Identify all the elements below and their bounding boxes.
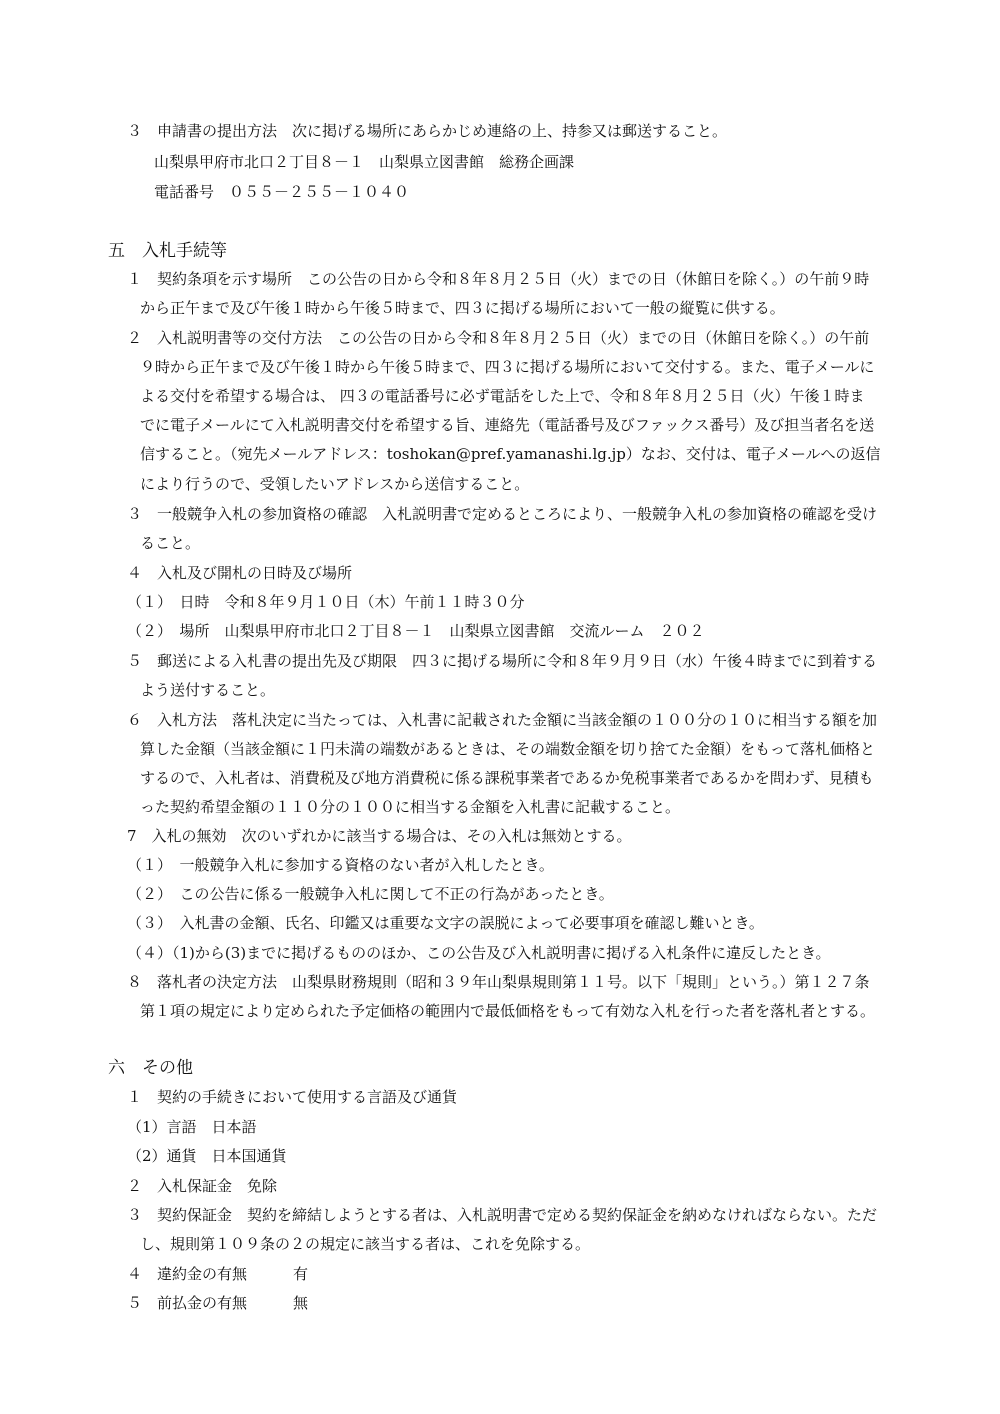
item-6-2-bid-deposit: ２ 入札保証金 免除 [127, 1177, 278, 1195]
item-6-3-line-2: し、規則第１０９条の２の規定に該当する者は、これを免除する。 [140, 1235, 591, 1253]
item-5-3-line-1: ３ 一般競争入札の参加資格の確認 入札説明書で定めるところにより、一般競争入札の参加資格の確認を受け [127, 505, 878, 523]
item-5-2-line-5: 信すること。（宛先メールアドレス：toshokan@pref.yamanashi.lg.jp）なお、交付は、電子メールへの返信 [140, 445, 881, 463]
item-5-7-sub-1: （１） 一般競争入札に参加する資格のない者が入札したとき。 [127, 856, 554, 874]
item-5-1-line-1: １ 契約条項を示す場所 この公告の日から令和８年８月２５日（火）までの日（休館日を除く。）の午前９時 [127, 270, 870, 288]
item-5-5-line-1: ５ 郵送による入札書の提出先及び期限 四３に掲げる場所に令和８年９月９日（水）午後４時までに到着する [127, 652, 878, 670]
item-5-6-line-1: ６ 入札方法 落札決定に当たっては、入札書に記載された金額に当該金額の１００分の１０に相当する額を加 [127, 711, 878, 729]
item-5-6-line-4: った契約希望金額の１１０分の１００に相当する金額を入札書に記載すること。 [140, 798, 681, 816]
item-6-3-line-1: ３ 契約保証金 契約を締結しようとする者は、入札説明書で定める契約保証金を納めなければならない。ただ [127, 1206, 878, 1224]
submission-phone: 電話番号 ０５５－２５５－１０４０ [154, 183, 410, 201]
item-5-6-line-3: するので、入札者は、消費税及び地方消費税に係る課税事業者であるか免税事業者であるかを問わず、見積も [140, 769, 874, 787]
item-6-1-title: １ 契約の手続きにおいて使用する言語及び通貨 [127, 1088, 458, 1106]
item-5-1-line-2: から正午まで及び午後１時から午後５時まで、四３に掲げる場所において一般の縦覧に供する。 [140, 299, 785, 317]
submission-method-line: ３ 申請書の提出方法 次に掲げる場所にあらかじめ連絡の上、持参又は郵送すること。 [127, 122, 728, 140]
section-6-heading: 六 その他 [108, 1058, 193, 1078]
item-6-5-label: ５ 前払金の有無 [127, 1294, 248, 1312]
item-5-7-sub-3: （３） 入札書の金額、氏名、印鑑又は重要な文字の誤脱によって必要事項を確認し難いとき。 [127, 914, 764, 932]
submission-address: 山梨県甲府市北口２丁目８－１ 山梨県立図書館 総務企画課 [154, 153, 575, 171]
section-5-heading: 五 入札手続等 [108, 241, 227, 261]
item-6-1-language: （1）言語 日本語 [127, 1118, 257, 1136]
item-5-7-sub-4: （４）（1)から(3)までに掲げるもののほか、この公告及び入札説明書に掲げる入札条件に違反したとき。 [127, 944, 831, 962]
item-5-6-line-2: 算した金額（当該金額に１円未満の端数があるときは、その端数金額を切り捨てた金額）をもって落札価格と [140, 740, 876, 758]
item-5-2-line-6: により行うので、受領したいアドレスから送信すること。 [140, 475, 530, 493]
item-5-2-line-2: ９時から正午まで及び午後１時から午後５時まで、四３に掲げる場所において交付する。また、電子メールに [140, 358, 875, 376]
item-5-2-line-1: ２ 入札説明書等の交付方法 この公告の日から令和８年８月２５日（火）までの日（休館日を除く。）の午前 [127, 329, 870, 347]
item-6-5-value: 無 [293, 1294, 309, 1312]
item-6-4-label: ４ 違約金の有無 [127, 1265, 248, 1283]
item-5-4-location: （２） 場所 山梨県甲府市北口２丁目８－１ 山梨県立図書館 交流ルーム ２０２ [127, 622, 705, 640]
item-5-2-line-4: でに電子メールにて入札説明書交付を希望する旨、連絡先（電話番号及びファックス番号）及び担当者名を送 [140, 416, 875, 434]
item-5-3-line-2: ること。 [140, 534, 201, 552]
item-5-7-sub-2: （２） この公告に係る一般競争入札に関して不正の行為があったとき。 [127, 885, 614, 903]
item-5-8-line-2: 第１項の規定により定められた予定価格の範囲内で最低価格をもって有効な入札を行った者を落札者とする。 [140, 1002, 876, 1020]
item-5-4-datetime: （１） 日時 令和８年９月１０日（木）午前１１時３０分 [127, 593, 525, 611]
item-5-4-title: ４ 入札及び開札の日時及び場所 [127, 564, 353, 582]
item-6-1-currency: （2）通貨 日本国通貨 [127, 1147, 287, 1165]
item-5-8-line-1: ８ 落札者の決定方法 山梨県財務規則（昭和３９年山梨県規則第１１号。以下「規則」という。）第１２７条 [127, 973, 870, 991]
item-5-5-line-2: よう送付すること。 [140, 681, 276, 699]
item-6-4-value: 有 [293, 1265, 309, 1283]
item-5-2-line-3: よる交付を希望する場合は、 四３の電話番号に必ず電話をした上で、令和８年８月２５日（火）午後１時ま [140, 387, 865, 405]
item-5-7-title: 7 入札の無効 次のいずれかに該当する場合は、その入札は無効とする。 [127, 827, 632, 845]
